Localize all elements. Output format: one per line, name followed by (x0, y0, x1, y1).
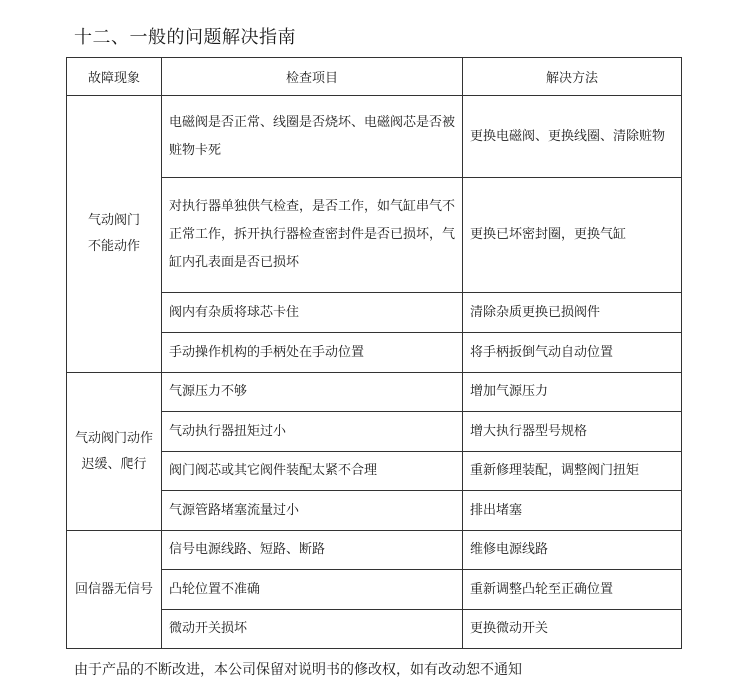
fault-line: 不能动作 (87, 239, 140, 254)
check-cell: 气动执行器扭矩过小 (162, 412, 463, 452)
page-title: 十二、一般的问题解决指南 (74, 27, 296, 48)
fault-line: 迟缓、爬行 (81, 456, 147, 472)
check-cell: 阀门阀芯或其它阀件装配太紧不合理 (162, 452, 463, 491)
solution-cell: 增大执行器型号规格 (463, 412, 682, 452)
solution-cell: 更换已坏密封圈，更换气缸 (463, 178, 682, 293)
check-cell: 气源压力不够 (162, 373, 463, 412)
check-cell: 手动操作机构的手柄处在手动位置 (162, 333, 463, 373)
check-cell: 微动开关损坏 (162, 610, 463, 649)
solution-cell: 将手柄扳倒气动自动位置 (463, 333, 682, 373)
fault-line: 气动阀门 (87, 213, 140, 228)
fault-cell (67, 96, 162, 373)
fault-line: 气动阀门动作 (74, 430, 153, 446)
check-cell: 气源管路堵塞流量过小 (162, 491, 463, 531)
fault-cell (67, 531, 162, 649)
check-cell: 阀内有杂质将球芯卡住 (162, 293, 463, 333)
solution-cell: 重新调整凸轮至正确位置 (463, 570, 682, 610)
table-row (67, 531, 682, 570)
fault-line: 回信器无信号 (74, 581, 153, 597)
solution-cell: 增加气源压力 (463, 373, 682, 412)
solution-cell: 清除杂质更换已损阀件 (463, 293, 682, 333)
troubleshooting-table (66, 57, 682, 649)
fault-cell (67, 373, 162, 531)
header-fault: 故障现象 (67, 58, 162, 96)
check-cell: 信号电源线路、短路、断路 (162, 531, 463, 570)
solution-cell: 更换电磁阀、更换线圈、清除赃物 (463, 96, 682, 178)
solution-cell: 维修电源线路 (463, 531, 682, 570)
check-cell: 对执行器单独供气检查，是否工作，如气缸串气不正常工作，拆开执行器检查密封件是否已损坏，气缸内孔表面是否已损坏 (162, 178, 463, 293)
table-row (67, 96, 682, 178)
solution-cell: 更换微动开关 (463, 610, 682, 649)
solution-cell: 排出堵塞 (463, 491, 682, 531)
table-header-row (67, 58, 682, 96)
footer-note: 由于产品的不断改进，本公司保留对说明书的修改权，如有改动恕不通知 (74, 662, 522, 678)
check-cell: 电磁阀是否正常、线圈是否烧坏、电磁阀芯是否被赃物卡死 (162, 96, 463, 178)
header-solution: 解决方法 (463, 58, 682, 96)
solution-cell: 重新修理装配，调整阀门扭矩 (463, 452, 682, 491)
header-check: 检查项目 (162, 58, 463, 96)
table-row (67, 373, 682, 412)
check-cell: 凸轮位置不准确 (162, 570, 463, 610)
